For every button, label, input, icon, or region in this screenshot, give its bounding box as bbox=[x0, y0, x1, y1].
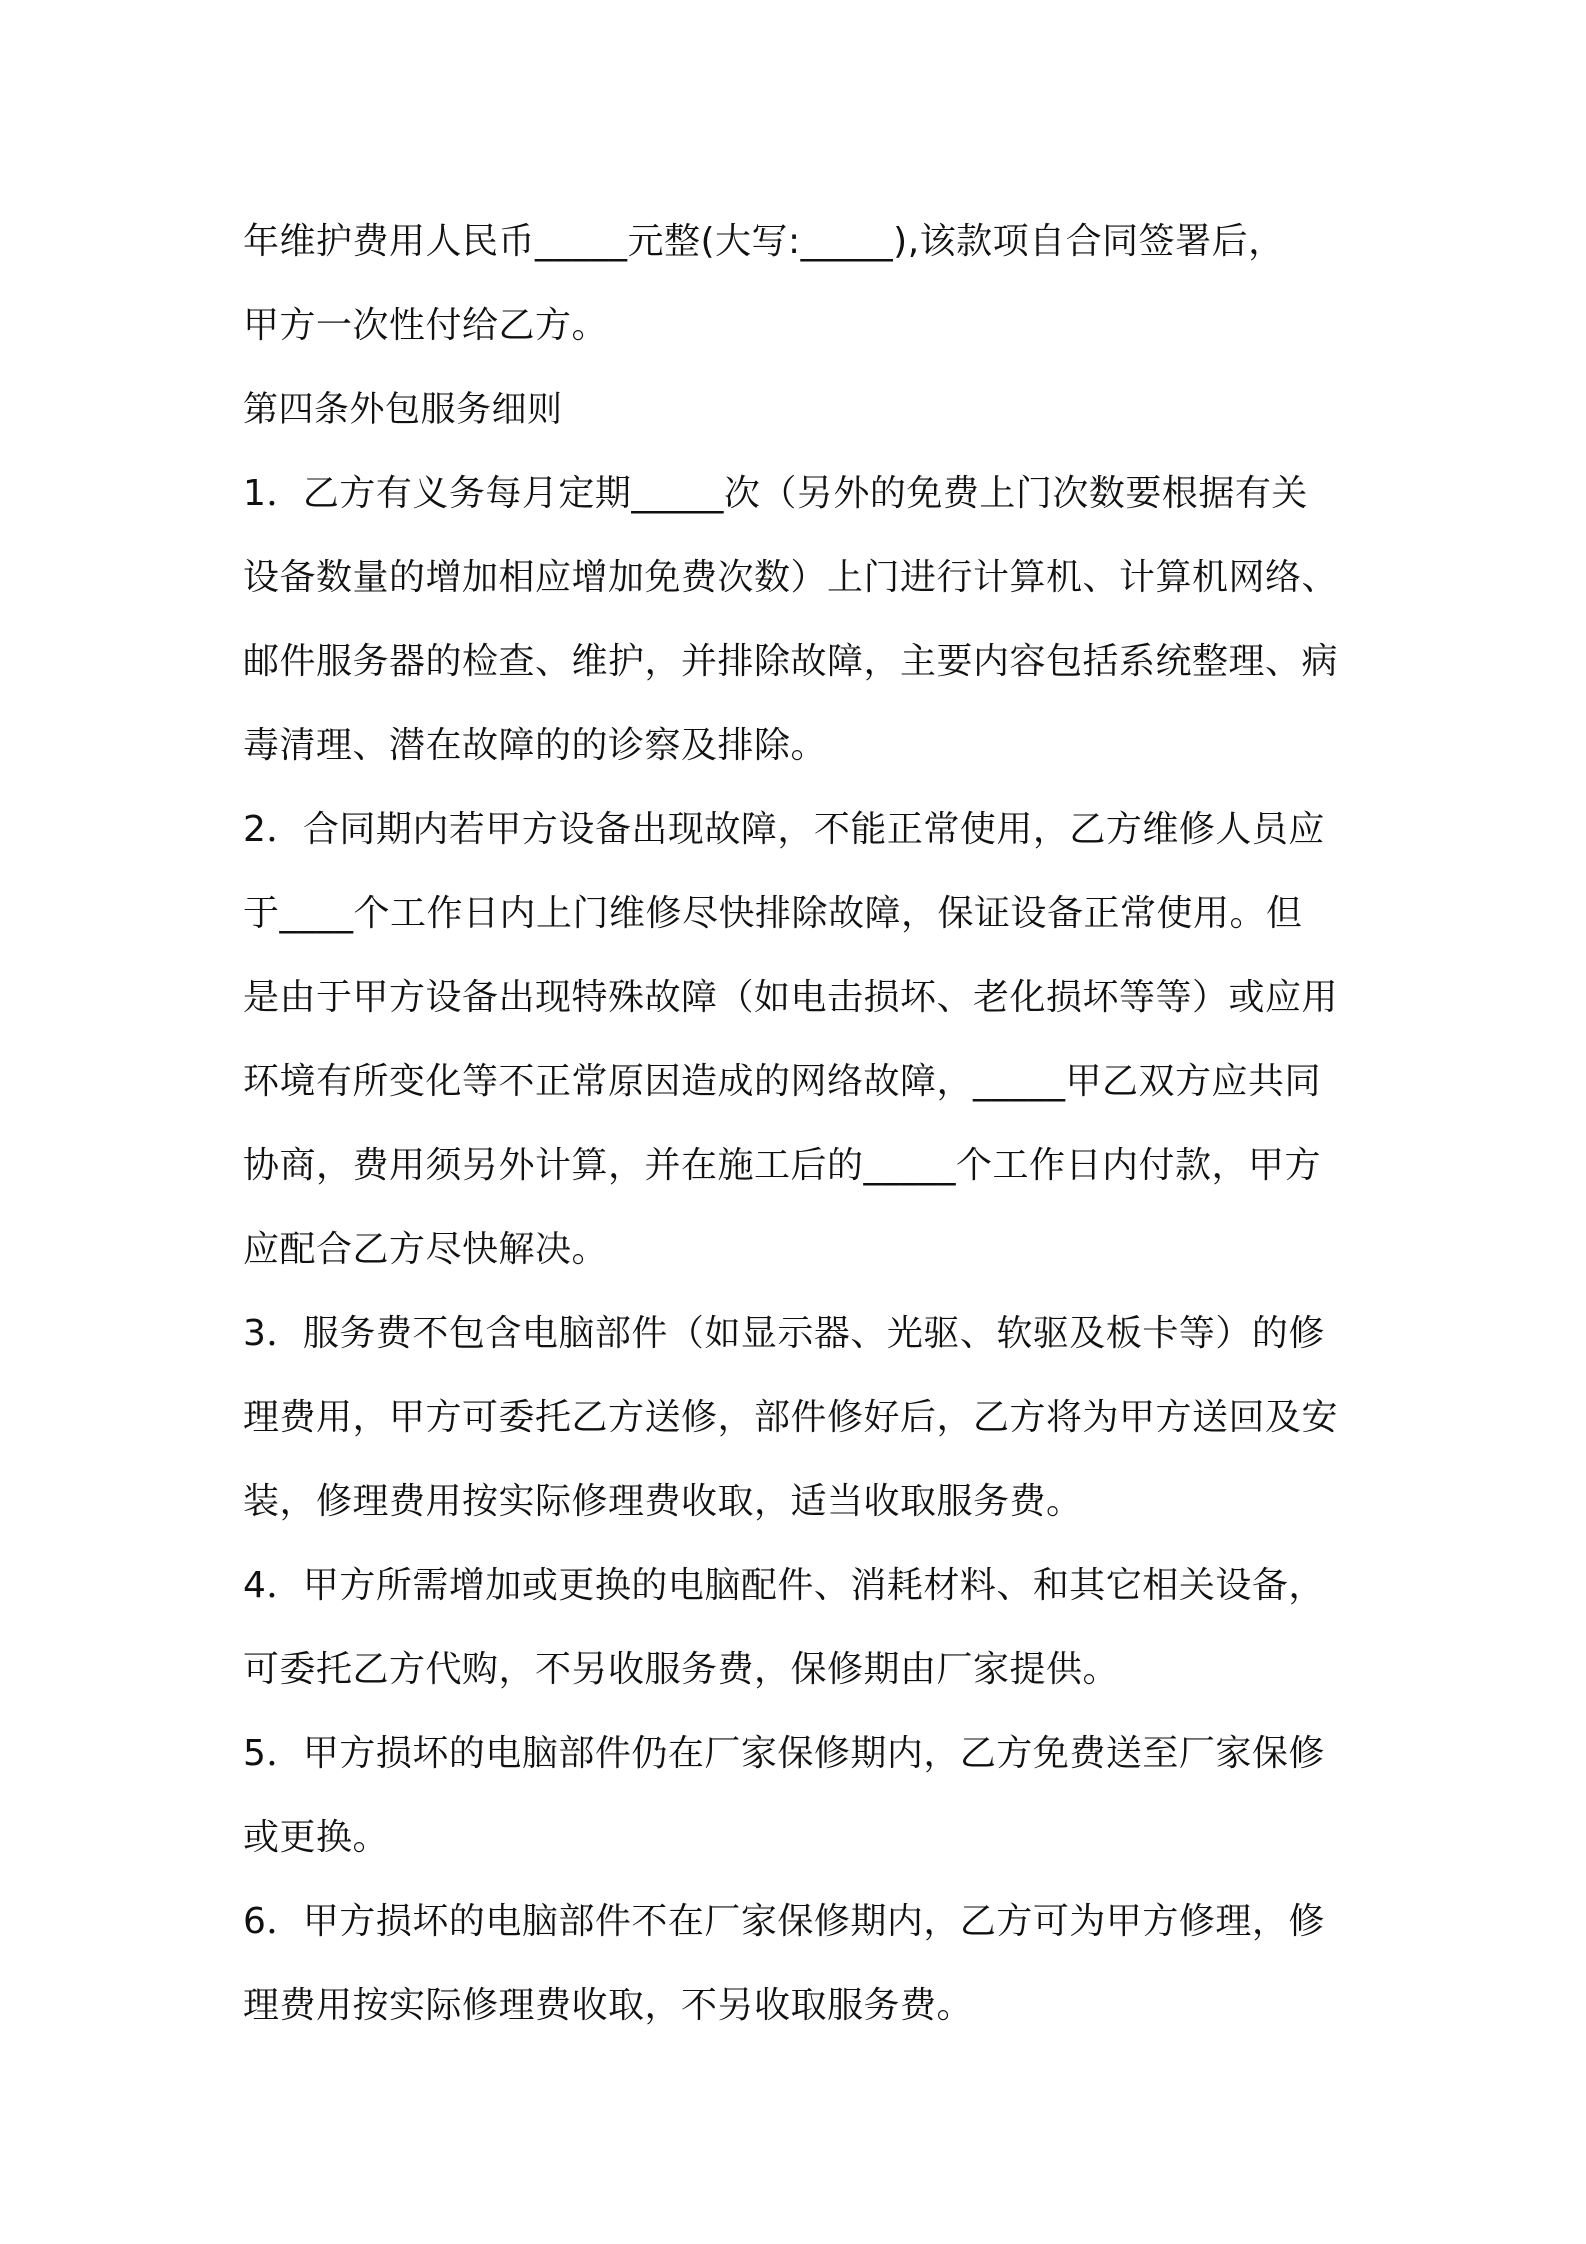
text-line: 理费用按实际修理费收取，不另收取服务费。 bbox=[243, 1985, 974, 2026]
document-body bbox=[243, 200, 1351, 2048]
text-line: 协商，费用须另外计算，并在施工后的_____个工作日内付款，甲方 bbox=[243, 1145, 1322, 1186]
text-line: 装，修理费用按实际修理费收取，适当收取服务费。 bbox=[243, 1481, 1083, 1522]
text-line: 年维护费用人民币_____元整(大写:_____),该款项自合同签署后， bbox=[243, 221, 1285, 262]
text-line: 理费用，甲方可委托乙方送修，部件修好后，乙方将为甲方送回及安 bbox=[243, 1397, 1339, 1438]
text-line: 5．甲方损坏的电脑部件仍在厂家保修期内，乙方免费送至厂家保修 bbox=[243, 1733, 1325, 1774]
text-line: 2．合同期内若甲方设备出现故障，不能正常使用，乙方维修人员应 bbox=[243, 809, 1325, 850]
text-line: 邮件服务器的检查、维护，并排除故障，主要内容包括系统整理、病 bbox=[243, 641, 1339, 682]
section-heading: 第四条外包服务细则 bbox=[243, 390, 563, 430]
text-line: 可委托乙方代购，不另收服务费，保修期由厂家提供。 bbox=[243, 1649, 1120, 1690]
text-line: 于____个工作日内上门维修尽快排除故障，保证设备正常使用。但 bbox=[243, 893, 1303, 934]
text-line: 甲方一次性付给乙方。 bbox=[243, 305, 609, 346]
text-line: 3．服务费不包含电脑部件（如显示器、光驱、软驱及板卡等）的修 bbox=[243, 1313, 1325, 1354]
text-line: 设备数量的增加相应增加免费次数）上门进行计算机、计算机网络、 bbox=[243, 557, 1339, 598]
text-line: 是由于甲方设备出现特殊故障（如电击损坏、老化损坏等等）或应用 bbox=[243, 977, 1339, 1018]
text-line: 6．甲方损坏的电脑部件不在厂家保修期内，乙方可为甲方修理，修 bbox=[243, 1901, 1325, 1942]
text-line: 环境有所变化等不正常原因造成的网络故障，_____甲乙双方应共同 bbox=[243, 1061, 1322, 1102]
text-line: 4．甲方所需增加或更换的电脑配件、消耗材料、和其它相关设备， bbox=[243, 1565, 1325, 1606]
text-line: 毒清理、潜在故障的的诊察及排除。 bbox=[243, 725, 828, 766]
text-line: 1．乙方有义务每月定期_____次（另外的免费上门次数要根据有关 bbox=[243, 473, 1308, 514]
text-line: 应配合乙方尽快解决。 bbox=[243, 1229, 609, 1270]
text-line: 或更换。 bbox=[243, 1817, 390, 1858]
